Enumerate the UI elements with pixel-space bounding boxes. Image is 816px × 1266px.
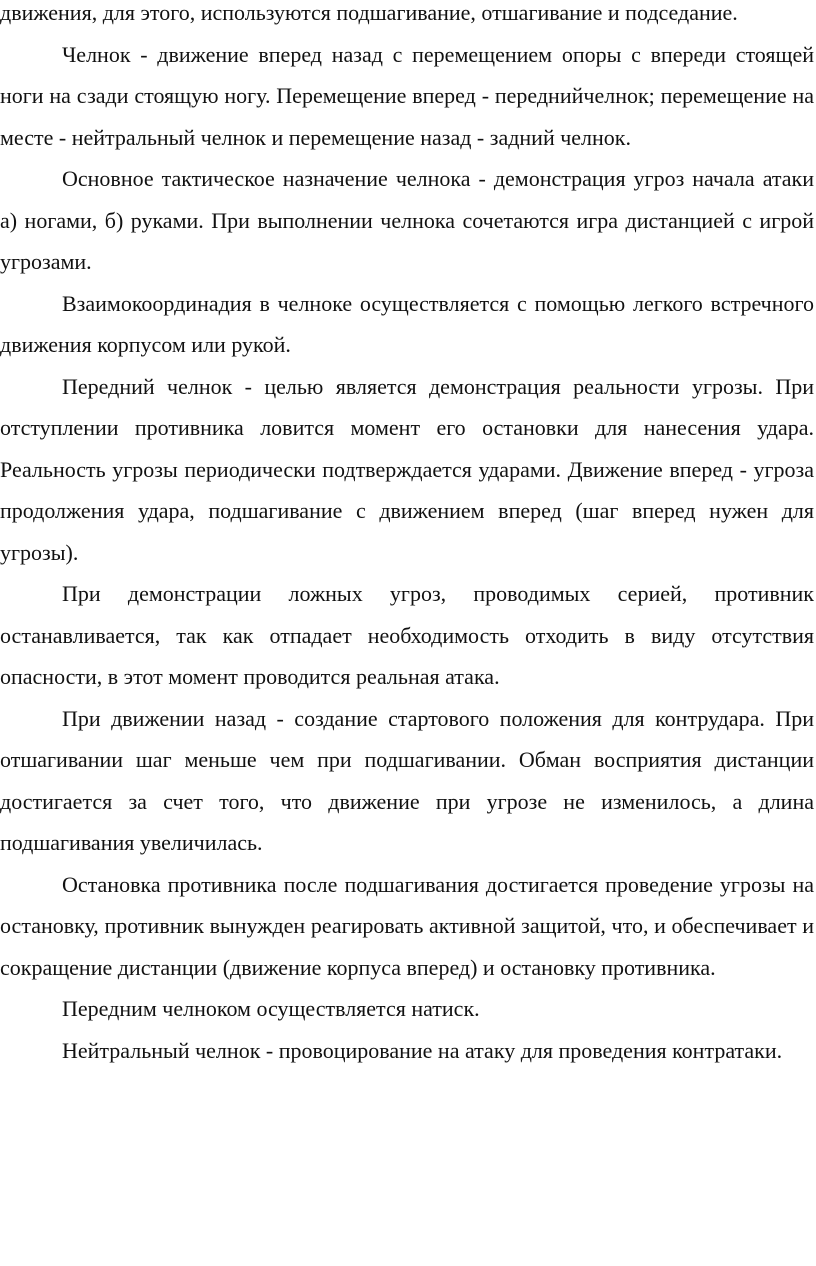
paragraph-tactical-purpose: Основное тактическое назначение челнока - демонстрация угроз начала атаки а) ногами, б) руками. При выполнении челнока сочетаются игра дистанцией с игрой угрозами. xyxy=(0,166,814,274)
paragraph-backward-movement: При движении назад - создание стартового положения для контрудара. При отшагивании шаг меньше чем при подшагивании. Обман восприятия дистанции достигается за счет того, что движение при угрозе не изменилось, а длина подшагивания увеличилась. xyxy=(0,705,814,855)
paragraph-shuttle-definition: Челнок - движение вперед назад с перемещением опоры с впереди стоящей ноги на сзади стоящую ногу. Перемещение вперед - переднийчелнок; перемещение на месте - нейтральный челнок и перемещение назад - задний челнок. xyxy=(0,41,814,150)
paragraph-coordination: Взаимокоординадия в челноке осуществляется с помощью легкого встречного движения корпусом или рукой. xyxy=(0,290,814,357)
paragraph-opponent-stop: Остановка противника после подшагивания достигается проведение угрозы на остановку, противник вынужден реагировать активной защитой, что, и обеспечивает и сокращение дистанции (движение корпуса вперед) и остановку противника. xyxy=(0,871,814,980)
paragraph-false-threats: При демонстрации ложных угроз, проводимых серией, противник останавливается, так как отпадает необходимость отходить в виду отсутствия опасности, в этот момент проводится реальная атака. xyxy=(0,581,814,689)
paragraph-onslaught: Передним челноком осуществляется натиск. xyxy=(62,996,480,1021)
paragraph-continuation: движения, для этого, используются подшагивание, отшагивание и подседание. xyxy=(0,0,738,25)
paragraph-front-shuttle: Передний челнок - целью является демонстрация реальности угрозы. При отступлении противника ловится момент его остановки для нанесения удара. Реальность угрозы периодически подтверждается ударами. Движение вперед - угроза продолжения удара, подшагивание с движением вперед (шаг вперед нужен для угрозы). xyxy=(0,373,814,565)
paragraph-neutral-shuttle: Нейтральный челнок - провоцирование на атаку для проведения контратаки. xyxy=(62,1037,783,1063)
